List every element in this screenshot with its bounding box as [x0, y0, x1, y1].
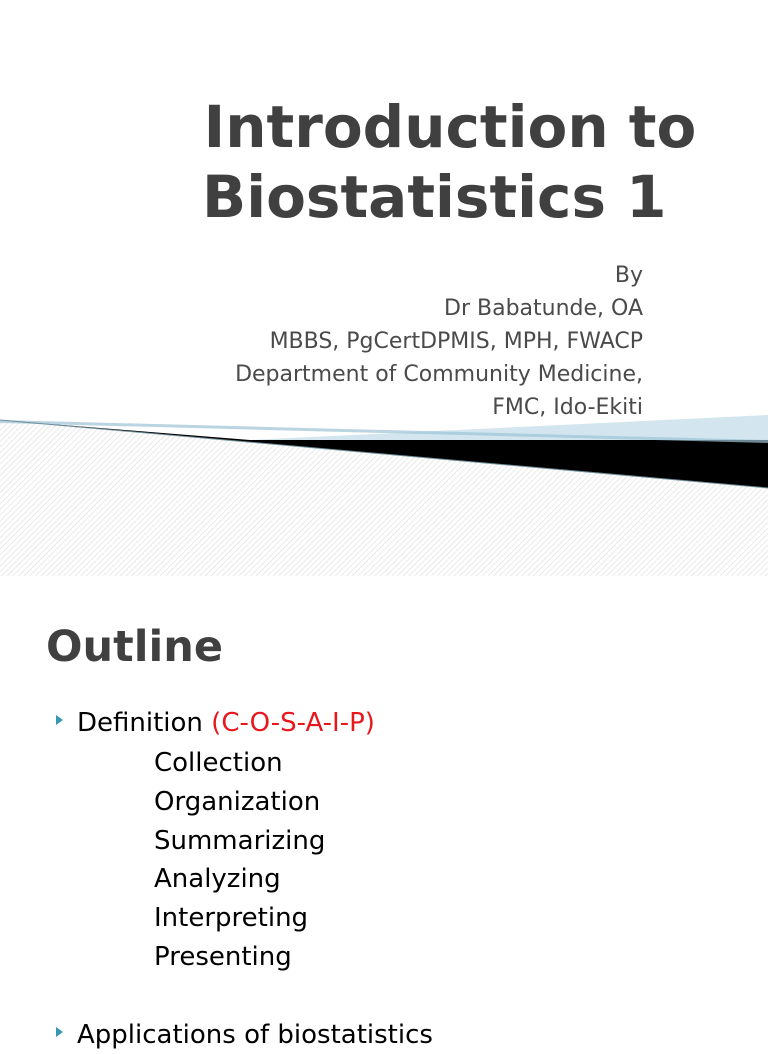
title-line-2: Biostatistics 1 — [202, 163, 667, 231]
author-institution: FMC, Ido-Ekiti — [492, 395, 643, 420]
definition-label: Definition — [77, 708, 203, 738]
author-credentials: MBBS, PgCertDPMIS, MPH, FWACP — [269, 329, 643, 354]
applications-label: Applications of biostatistics — [77, 1020, 433, 1050]
author-block — [123, 259, 643, 424]
list-item: Presenting — [154, 941, 292, 972]
applications-bullet — [56, 1016, 433, 1054]
author-name: Dr Babatunde, OA — [444, 296, 643, 321]
list-item: Collection — [154, 748, 283, 778]
definition-sublist — [154, 744, 325, 977]
title-line-1: Introduction to — [203, 93, 697, 161]
bullet-arrow-icon — [56, 1027, 63, 1037]
definition-bullet — [56, 704, 375, 742]
list-item: Interpreting — [154, 903, 309, 934]
acronym-label: (C-O-S-A-I-P) — [211, 708, 375, 738]
list-item: Analyzing — [154, 864, 281, 895]
presentation-title — [180, 92, 720, 232]
list-item: Organization — [154, 786, 321, 817]
outline-heading: Outline — [46, 622, 223, 672]
author-department: Department of Community Medicine, — [235, 362, 643, 387]
subtitle-by: By — [614, 263, 643, 288]
list-item: Summarizing — [154, 825, 326, 856]
outline-slide — [0, 576, 768, 1050]
bullet-arrow-icon — [56, 715, 63, 725]
